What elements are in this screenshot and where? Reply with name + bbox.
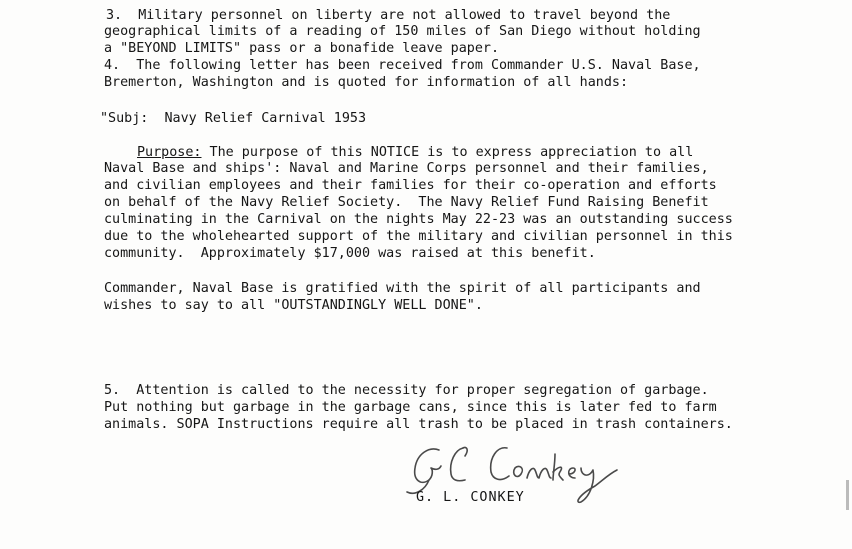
purpose-label: Purpose: bbox=[137, 145, 202, 160]
commander-line-1: Commander, Naval Base is gratified with the spirit of all participants and bbox=[104, 281, 701, 296]
item3-line-3: a "BEYOND LIMITS" pass or a bonafide leave paper. bbox=[104, 41, 500, 56]
signatory-name: G. L. CONKEY bbox=[416, 490, 525, 505]
item3-line-2: geographical limits of a reading of 150 miles of San Diego without holding bbox=[104, 24, 701, 39]
purpose-line-6: due to the wholehearted support of the military and civilian personnel in this bbox=[104, 229, 733, 244]
scan-edge-mark bbox=[846, 480, 849, 510]
purpose-line-4: on behalf of the Navy Relief Society. The Navy Relief Fund Raising Benefit bbox=[104, 195, 709, 210]
purpose-line-5: culminating in the Carnival on the nights May 22-23 was an outstanding success bbox=[104, 212, 733, 227]
purpose-line-7: community. Approximately $17,000 was raised at this benefit. bbox=[104, 246, 596, 261]
purpose-line-3: and civilian employees and their families for their co-operation and efforts bbox=[104, 178, 717, 193]
purpose-first-line bbox=[137, 145, 693, 161]
subject-line: "Subj: Navy Relief Carnival 1953 bbox=[100, 111, 367, 126]
item5-line-1: 5. Attention is called to the necessity for proper segregation of garbage. bbox=[104, 383, 709, 398]
item5-line-2: Put nothing but garbage in the garbage cans, since this is later fed to farm bbox=[104, 400, 717, 415]
item3-line-1: 3. Military personnel on liberty are not allowed to travel beyond the bbox=[106, 8, 671, 23]
commander-line-2: wishes to say to all "OUTSTANDINGLY WELL DONE". bbox=[104, 298, 483, 313]
purpose-first-line-text: The purpose of this NOTICE is to express appreciation to all bbox=[201, 145, 694, 160]
purpose-line-2: Naval Base and ships': Naval and Marine Corps personnel and their families, bbox=[104, 161, 709, 176]
item5-line-3: animals. SOPA Instructions require all trash to be placed in trash containers. bbox=[104, 417, 733, 432]
item4-line-1: 4. The following letter has been received from Commander U.S. Naval Base, bbox=[104, 58, 701, 73]
item4-line-2: Bremerton, Washington and is quoted for information of all hands: bbox=[104, 75, 629, 90]
